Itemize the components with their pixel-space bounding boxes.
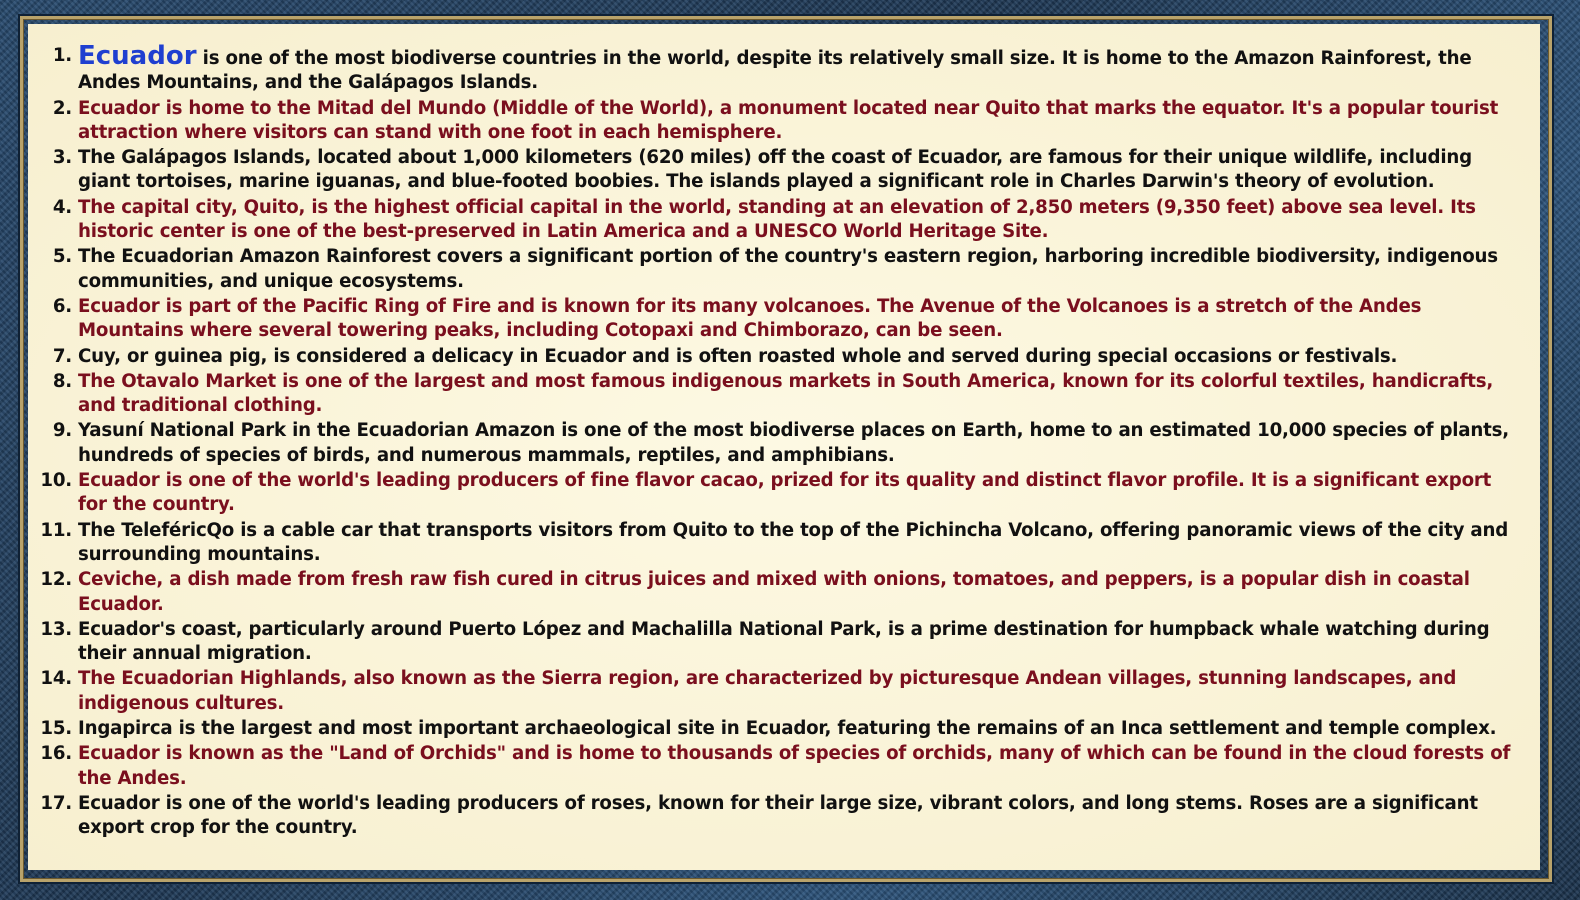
fact-number: 9. — [52, 420, 72, 442]
fact-text: Ecuador is one of the world's leading producers of fine flavor cacao, prized for its quality and distinct flavor profile. It is a significant export for the country. — [78, 470, 1492, 516]
fact-item-4 — [28, 196, 1520, 245]
fact-text: The Ecuadorian Highlands, also known as the Sierra region, are characterized by picturesque Andean villages, stunning landscapes, and indigenous cultures. — [78, 668, 1457, 714]
fact-text: Ecuador is one of the world's leading producers of roses, known for their large size, vibrant colors, and long stems. Roses are a significant export crop for the country. — [78, 792, 1478, 839]
fact-text: Ceviche, a dish made from fresh raw fish cured in citrus juices and mixed with onions, tomatoes, and peppers, is a popular dish in coastal Ecuador. — [78, 569, 1470, 615]
fact-number: 14. — [40, 668, 72, 690]
fact-number: 3. — [52, 147, 72, 169]
fact-number: 15. — [40, 718, 72, 740]
fact-number: 11. — [40, 519, 72, 541]
fact-text: The capital city, Quito, is the highest official capital in the world, standing at an elevation of 2,850 meters (9,350 feet) above sea level. Its historic center is one of the best-preserved in Latin America and a UNESCO World Heritage Site. — [78, 196, 1476, 243]
fact-item-2 — [28, 97, 1520, 146]
fact-item-9 — [28, 419, 1520, 468]
highlight-country-name: Ecuador — [78, 41, 197, 71]
fact-text: The Otavalo Market is one of the largest and most famous indigenous markets in South America, known for its colorful textiles, handicrafts, and traditional clothing. — [78, 370, 1494, 417]
fact-item-17 — [28, 792, 1520, 841]
fact-number: 17. — [40, 792, 72, 814]
fact-item-14 — [28, 667, 1520, 716]
facts-list — [28, 24, 1540, 841]
fact-item-13 — [28, 618, 1520, 667]
fact-number: 1. — [52, 45, 72, 66]
fact-item-6 — [28, 295, 1520, 344]
fact-text: is one of the most biodiverse countries in the world, despite its relatively small size. It is home to the Amazon Rainforest, the Andes Mountains, and the Galápagos Islands. — [78, 48, 1472, 94]
fact-text: Ecuador's coast, particularly around Puerto López and Machalilla National Park, is a prime destination for humpback whale watching during their annual migration. — [78, 618, 1490, 665]
fact-text: Yasuní National Park in the Ecuadorian Amazon is one of the most biodiverse places on Earth, home to an estimated 10,000 species of plants, hundreds of species of birds, and numerous mammals, reptiles, and amphibians. — [78, 420, 1509, 466]
fact-number: 8. — [52, 370, 72, 392]
fact-number: 12. — [40, 569, 72, 591]
fact-item-15 — [28, 717, 1520, 741]
fact-text: The TeleféricQo is a cable car that transports visitors from Quito to the top of the Pichincha Volcano, offering panoramic views of the city and surrounding mountains. — [78, 519, 1509, 565]
fact-text: The Galápagos Islands, located about 1,000 kilometers (620 miles) off the coast of Ecuador, are famous for their unique wildlife, including giant tortoises, marine iguanas, and blue-footed boobies. The islands played a significant role in Charles Darwin's theory of evolution. — [78, 147, 1472, 193]
fact-item-10 — [28, 469, 1520, 518]
fact-number: 2. — [52, 97, 72, 119]
fact-item-7 — [28, 345, 1520, 369]
fact-number: 16. — [40, 743, 72, 765]
fact-item-11 — [28, 519, 1520, 568]
fact-number: 13. — [40, 618, 72, 640]
facts-panel — [28, 24, 1540, 870]
fact-text: The Ecuadorian Amazon Rainforest covers a significant portion of the country's eastern region, harboring incredible biodiversity, indigenous communities, and unique ecosystems. — [78, 246, 1498, 292]
fact-number: 4. — [52, 196, 72, 218]
fact-number: 10. — [40, 470, 72, 492]
fact-number: 6. — [52, 295, 72, 317]
fact-item-1 — [28, 41, 1520, 96]
fact-item-16 — [28, 742, 1520, 791]
fact-item-8 — [28, 370, 1520, 419]
fact-item-5 — [28, 245, 1520, 294]
fact-text: Ingapirca is the largest and most important archaeological site in Ecuador, featuring the remains of an Inca settlement and temple complex. — [78, 718, 1497, 740]
fact-text: Ecuador is part of the Pacific Ring of Fire and is known for its many volcanoes. The Avenue of the Volcanoes is a stretch of the Andes Mountains where several towering peaks, including Cotopaxi and Chimborazo, can be seen. — [78, 295, 1422, 342]
fact-number: 7. — [52, 345, 72, 367]
fact-item-12 — [28, 568, 1520, 617]
fact-text: Ecuador is home to the Mitad del Mundo (Middle of the World), a monument located near Quito that marks the equator. It's a popular tourist attraction where visitors can stand with one foot in each hemisphere. — [78, 97, 1499, 143]
fact-text: Ecuador is known as the "Land of Orchids" and is home to thousands of species of orchids, many of which can be found in the cloud forests of the Andes. — [78, 743, 1511, 789]
fact-number: 5. — [52, 246, 72, 268]
fact-text: Cuy, or guinea pig, is considered a delicacy in Ecuador and is often roasted whole and served during special occasions or festivals. — [78, 345, 1398, 367]
fact-item-3 — [28, 146, 1520, 195]
